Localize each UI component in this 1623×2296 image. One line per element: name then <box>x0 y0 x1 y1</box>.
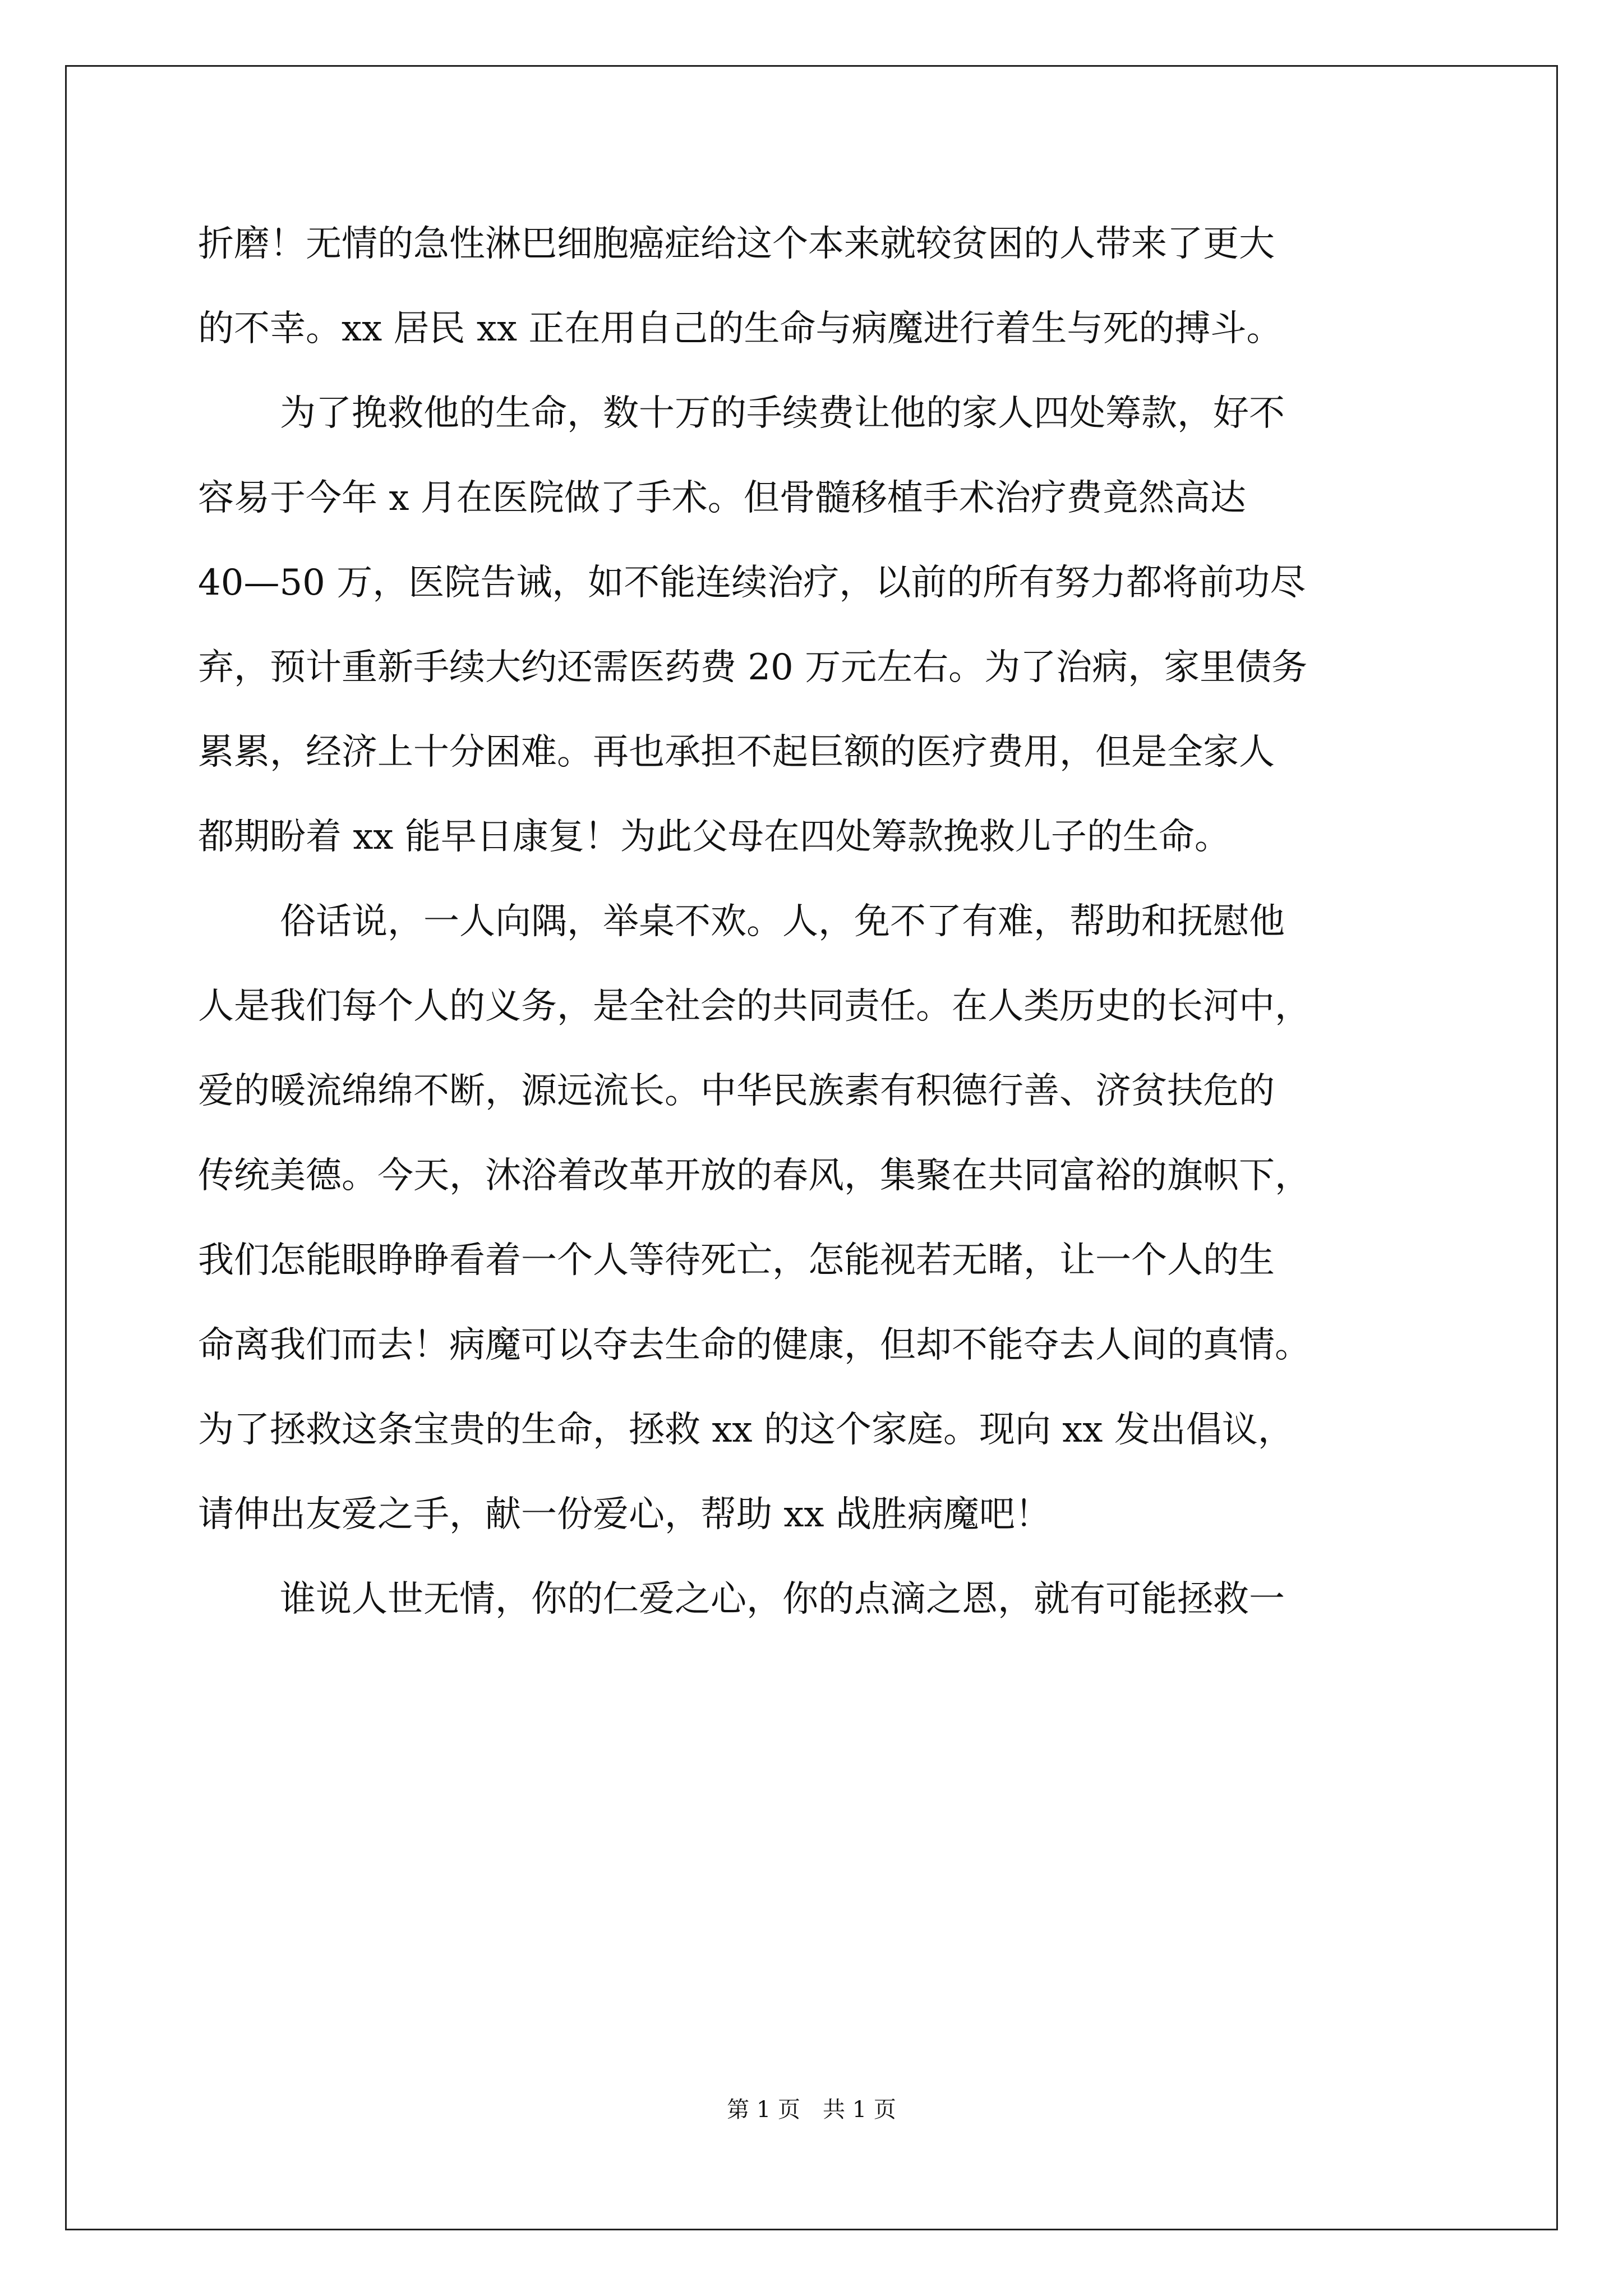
text-line: 的不幸。xx 居民 xx 正在用自己的生命与病魔进行着生与死的搏斗。 <box>198 308 1283 349</box>
text-line: 为了拯救这条宝贵的生命，拯救 xx 的这个家庭。现向 xx 发出倡议， <box>198 1409 1294 1451</box>
text-line: 容易于今年 x 月在医院做了手术。但骨髓移植手术治疗费竟然高达 <box>198 477 1246 519</box>
paragraph-start-line: 为了挽救他的生命，数十万的手续费让他的家人四处筹款，好不 <box>280 393 1285 434</box>
text-line: 累累，经济上十分困难。再也承担不起巨额的医疗费用，但是全家人 <box>198 731 1275 773</box>
text-line: 40—50 万，医院告诫，如不能连续治疗，以前的所有努力都将前功尽 <box>198 562 1306 604</box>
paragraph-start-line: 俗话说，一人向隅，举桌不欢。人，免不了有难，帮助和抚慰他 <box>280 901 1285 942</box>
document-body <box>198 202 1432 1642</box>
page-number: 第 1 页 <box>727 2097 800 2123</box>
paragraph-start-line: 谁说人世无情，你的仁爱之心，你的点滴之恩，就有可能拯救一 <box>280 1579 1285 1620</box>
text-line: 人是我们每个人的义务，是全社会的共同责任。在人类历史的长河中， <box>198 986 1311 1027</box>
text-line: 爱的暖流绵绵不断，源远流长。中华民族素有积德行善、济贫扶危的 <box>198 1070 1275 1112</box>
text-line: 我们怎能眼睁睁看着一个人等待死亡，怎能视若无睹，让一个人的生 <box>198 1240 1275 1281</box>
page-footer <box>0 2094 1623 2125</box>
page-total: 共 1 页 <box>823 2097 896 2123</box>
text-line: 命离我们而去！病魔可以夺去生命的健康，但却不能夺去人间的真情。 <box>198 1324 1311 1366</box>
text-line: 折磨！无情的急性淋巴细胞癌症给这个本来就较贫困的人带来了更大 <box>198 223 1275 265</box>
text-line: 请伸出友爱之手，献一份爱心，帮助 xx 战胜病魔吧！ <box>198 1494 1051 1535</box>
text-line: 弃，预计重新手续大约还需医药费 20 万元左右。为了治病，家里债务 <box>198 647 1308 688</box>
text-line: 传统美德。今天，沐浴着改革开放的春风，集聚在共同富裕的旗帜下， <box>198 1155 1311 1197</box>
text-line: 都期盼着 xx 能早日康复！为此父母在四处筹款挽救儿子的生命。 <box>198 816 1230 858</box>
